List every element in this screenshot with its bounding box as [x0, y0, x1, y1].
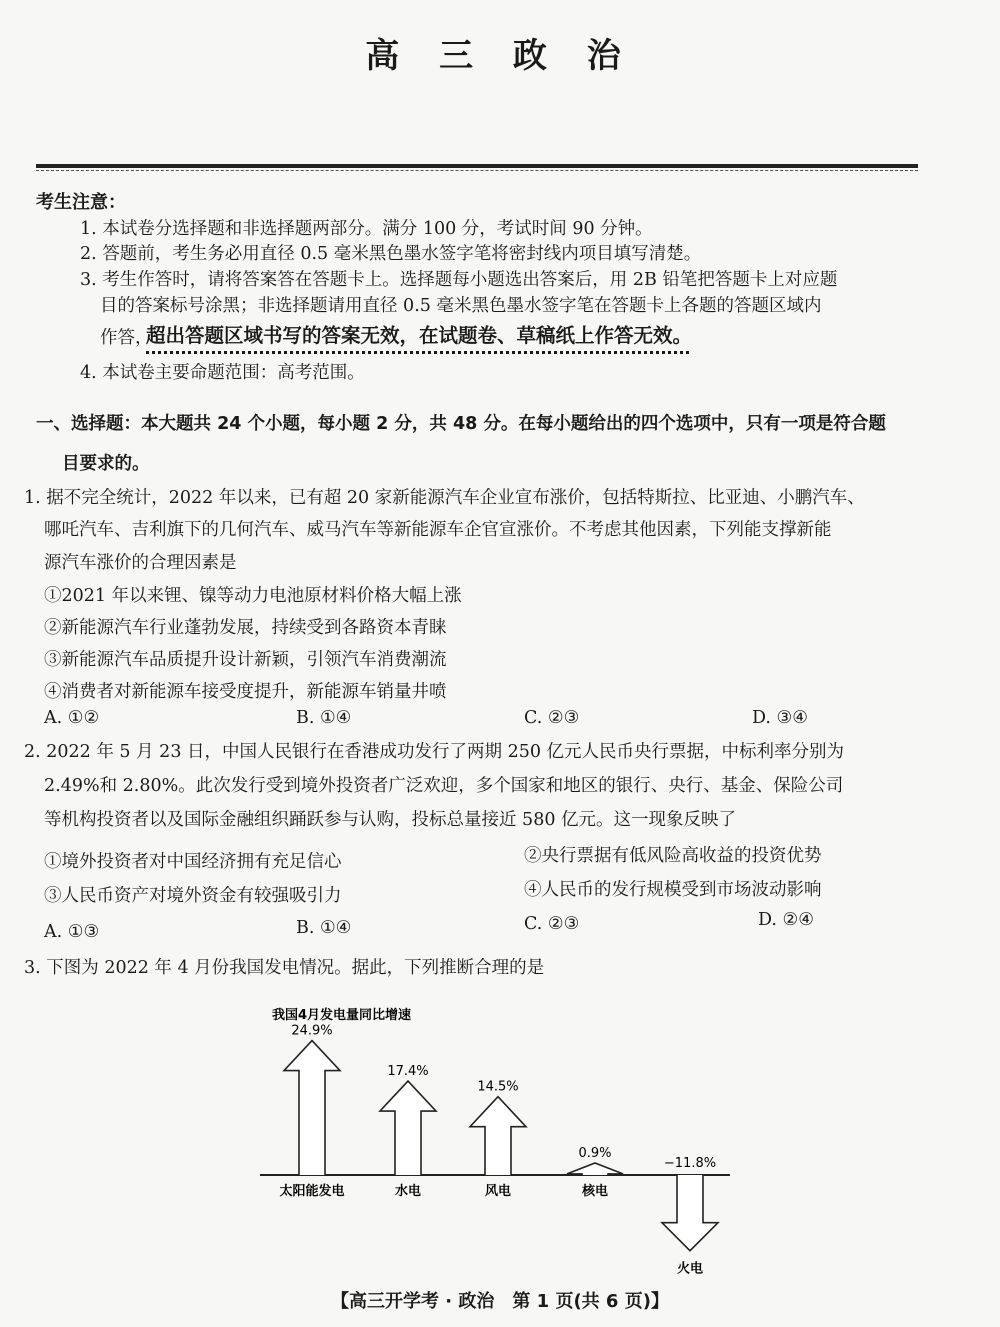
question-1-item: ③新能源汽车品质提升设计新颖，引领汽车消费潮流 — [44, 650, 447, 670]
notice-item: 4. 本试卷主要命题范围：高考范围。 — [80, 363, 365, 383]
question-1-stem: 1. 据不完全统计，2022 年以来，已有超 20 家新能源汽车企业宣布涨价，包括特斯拉、比亚迪、小鹏汽车、 — [24, 488, 865, 508]
page-footer: 【高三开学考 · 政治 第 1 页(共 6 页)】 — [331, 1291, 669, 1312]
bar-solar — [284, 1041, 340, 1175]
question-1-item: ②新能源汽车行业蓬勃发展，持续受到各路资本青睐 — [44, 618, 447, 638]
bar-thermal — [662, 1175, 718, 1251]
question-2-item: ①境外投资者对中国经济拥有充足信心 — [44, 852, 342, 872]
question-2-option-b: B. ①④ — [296, 918, 352, 938]
question-2-stem: 2.49%和 2.80%。此次发行受到境外投资者广泛欢迎，多个国家和地区的银行、央行、基金、保险公司 — [44, 776, 844, 796]
value-label-hydro: 17.4% — [387, 1064, 429, 1080]
chart-title: 我国4月发电量同比增速 — [272, 1008, 412, 1023]
category-label-wind: 风电 — [484, 1184, 512, 1199]
value-label-solar: 24.9% — [291, 1023, 333, 1039]
bar-hydro — [380, 1081, 436, 1175]
value-label-nuclear: 0.9% — [578, 1146, 612, 1161]
category-label-nuclear: 核电 — [581, 1184, 609, 1199]
header-divider-dashed — [36, 170, 918, 171]
question-2-stem: 2. 2022 年 5 月 23 日，中国人民银行在香港成功发行了两期 250 亿元人民币央行票据，中标利率分别为 — [24, 742, 845, 762]
notice-item: 目的答案标号涂黑；非选择题请用直径 0.5 毫米黑色墨水签字笔在答题卡上各题的答题区域内 — [100, 296, 822, 316]
page-title: 高 三 政 治 — [365, 36, 635, 76]
power-growth-chart — [250, 1008, 770, 1277]
question-1-item: ①2021 年以来锂、镍等动力电池原材料价格大幅上涨 — [44, 586, 462, 606]
category-label-hydro: 水电 — [394, 1184, 422, 1199]
value-label-thermal: −11.8% — [663, 1156, 717, 1171]
section-heading: 一、选择题：本大题共 24 个小题，每小题 2 分，共 48 分。在每小题给出的四个选项中，只有一项是符合题 — [36, 414, 886, 434]
header-divider — [36, 164, 918, 168]
notice-item: 作答， — [100, 328, 153, 348]
notice-emphasis: 超出答题区域书写的答案无效，在试题卷、草稿纸上作答无效。 — [146, 324, 693, 347]
category-label-solar: 太阳能发电 — [279, 1184, 345, 1199]
notice-heading: 考生注意： — [36, 192, 126, 213]
question-2-item: ④人民币的发行规模受到市场波动影响 — [524, 880, 822, 900]
question-2-option-d: D. ②④ — [758, 910, 814, 930]
notice-item: 1. 本试卷分选择题和非选择题两部分。满分 100 分，考试时间 90 分钟。 — [80, 219, 653, 239]
question-1-option-b: B. ①④ — [296, 708, 352, 728]
question-1-option-c: C. ②③ — [524, 708, 580, 728]
bar-nuclear — [567, 1163, 623, 1175]
question-2-item: ②央行票据有低风险高收益的投资优势 — [524, 846, 822, 866]
bar-wind — [470, 1097, 526, 1175]
question-3-stem: 3. 下图为 2022 年 4 月份我国发电情况。据此，下列推断合理的是 — [24, 958, 545, 978]
notice-item: 3. 考生作答时，请将答案答在答题卡上。选择题每小题选出答案后，用 2B 铅笔把答题卡上对应题 — [80, 270, 838, 290]
question-1-item: ④消费者对新能源车接受度提升，新能源车销量井喷 — [44, 682, 447, 702]
question-2-option-c: C. ②③ — [524, 914, 580, 934]
question-1-option-d: D. ③④ — [752, 708, 808, 728]
section-heading-cont: 目要求的。 — [62, 454, 150, 474]
notice-item: 2. 答题前，考生务必用直径 0.5 毫米黑色墨水签字笔将密封线内项目填写清楚。 — [80, 244, 702, 264]
question-2-item: ③人民币资产对境外资金有较强吸引力 — [44, 886, 342, 906]
question-1-option-a: A. ①② — [44, 708, 100, 728]
question-2-stem: 等机构投资者以及国际金融组织踊跃参与认购，投标总量接近 580 亿元。这一现象反映了 — [44, 810, 737, 830]
question-1-stem: 源汽车涨价的合理因素是 — [44, 553, 237, 573]
question-2-option-a: A. ①③ — [44, 922, 100, 942]
category-label-thermal: 火电 — [676, 1261, 704, 1277]
question-1-stem: 哪吒汽车、吉利旗下的几何汽车、威马汽车等新能源车企官宣涨价。不考虑其他因素，下列能支撑新能 — [44, 520, 832, 540]
value-label-wind: 14.5% — [477, 1079, 519, 1095]
